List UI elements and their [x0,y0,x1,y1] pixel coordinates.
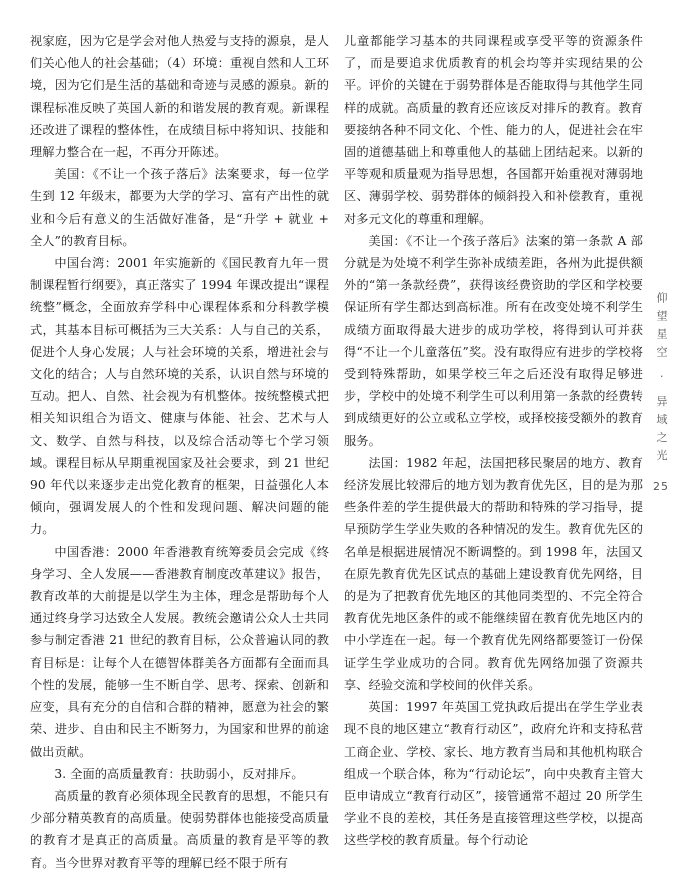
right-text-column [344,30,643,852]
paragraph: 中国台湾：2001 年实施新的《国民教育九年一贯制课程暂行纲要》，真正落实了 1994 年课改提出“课程统整”概念，全面放弃学科中心课程体系和分科教学模式，其基本目标可概括为三大关系：人与自己的关系，促进个人身心发展；人与社会环境的关系，增进社会与文化的结合；人与自然环境的关系，认识自然与环境的互动。把人、自然、社会视为有机整体。按统整模式把相关知识组合为语文、健康与体能、社会、艺术与人文、数学、自然与科技，以及综合活动等七个学习领域。课程目标从早期重视国家及社会要求，到 21 世纪 90 年代以来逐步走出党化教育的框架，日益强化人本倾向，强调发展人的个性和发现问题、解决问题的能力。 [30,256,329,537]
running-title: 仰望星空 · 异域之光 [655,292,668,468]
paragraph: 儿童都能学习基本的共同课程或享受平等的资源条件了，而是要追求优质教育的机会均等并实现结果的公平。评价的关键在于弱势群体是否能取得与其他学生同样的成就。高质量的教育还应该反对排斥的教育。教育要接纳各种不同文化、个性、能力的人，促进社会在牢固的道德基础上和尊重他人的基础上团结起来。以新的平等观和质量观为指导思想，各国都开始重视对薄弱地区、薄弱学校、弱势群体的倾斜投入和补偿教育，重视对多元文化的尊重和理解。 [344,34,643,226]
section-heading: 3. 全面的高质量教育：扶助弱小，反对排斥。 [54,766,304,781]
paragraph: 美国：《不让一个孩子落后》法案要求，每一位学生到 12 年级末，都要为大学的学习、富有产出性的就业和今后有意义的生活做好准备，是“升学 + 就业 + 全人”的教育目标。 [30,167,329,248]
paragraph: 英国：1997 年英国工党执政后提出在学生学业表现不良的地区建立“教育行动区”，政府允许和支持私营工商企业、学校、家长、地方教育当局和其他机构联合组成一个联合体，称为“行动论坛”，向中央教育主管大臣申请成立“教育行动区”，接管通常不超过 20 所学生学业不良的差校，其任务是直接管理这些学校，以提高这些学校的教育质量。每个行动论 [344,700,643,848]
paragraph: 美国：《不让一个孩子落后》法案的第一条款 A 部分就是为处境不利学生弥补成绩差距，各州为此提供额外的“第一条款经费”，获得该经费资助的学区和学校要保证所有学生都达到高标准。所有在改变处境不利学生成绩方面取得最大进步的成功学校，将得到认可并获得“不让一个儿童落伍”奖。没有取得应有进步的学校将受到特殊帮助，如果学校三年之后还没有取得足够进步，学校中的处境不利学生可以利用第一条款的经费转到成绩更好的公立或私立学校，或择校接受额外的教育服务。 [344,233,643,448]
page-number: 25 [653,479,669,493]
paragraph: 法国：1982 年起，法国把移民聚居的地方、教育经济发展比较滞后的地方划为教育优先区，目的是为那些条件差的学生提供最大的帮助和特殊的学习指导，提早预防学生学业失败的各种情况的发生。教育优先区的名单是根据进展情况不断调整的。到 1998 年，法国又在原先教育优先区试点的基础上建设教育优先网络，目的是为了把教育优先地区的其他同类型的、不完全符合教育优先地区条件的或不能继续留在教育优先地区内的中小学连在一起。每一个教育优先网络都要签订一份保证学生学业成功的合同。教育优先网络加强了资源共享、经验交流和学校间的伙伴关系。 [344,455,643,692]
paragraph: 高质量的教育必须体现全民教育的思想，不能只有少部分精英教育的高质量。使弱势群体也能接受高质量的教育才是真正的高质量。高质量的教育是平等的教育。当今世界对教育平等的理解已经不限于所有 [30,788,329,870]
paragraph: 视家庭，因为它是学会对他人热爱与支持的源泉，是人们关心他人的社会基础；（4）环境：重视自然和人工环境，因为它们是生活的基础和奇迹与灵感的源泉。新的课程标准反映了英国人新的和谐发展的教育观。新课程还改进了课程的整体性，在成绩目标中将知识、技能和理解力整合在一起，不再分开陈述。 [30,34,329,160]
left-text-column [30,30,329,874]
paragraph: 中国香港：2000 年香港教育统筹委员会完成《终身学习、全人发展——香港教育制度改革建议》报告，教育改革的大前提是以学生为主体，理念是帮助每个人通过终身学习达致全人发展。教统会邀请公众人士共同参与制定香港 21 世纪的教育目标，公众普遍认同的教育目标是：让每个人在德智体群美各方面都有全面而具个性的发展，能够一生不断自学、思考、探索、创新和应变，具有充分的自信和合群的精神，愿意为社会的繁荣、进步、自由和民主不断努力，为国家和世界的前途做出贡献。 [30,544,329,759]
side-running-header [646,292,676,493]
